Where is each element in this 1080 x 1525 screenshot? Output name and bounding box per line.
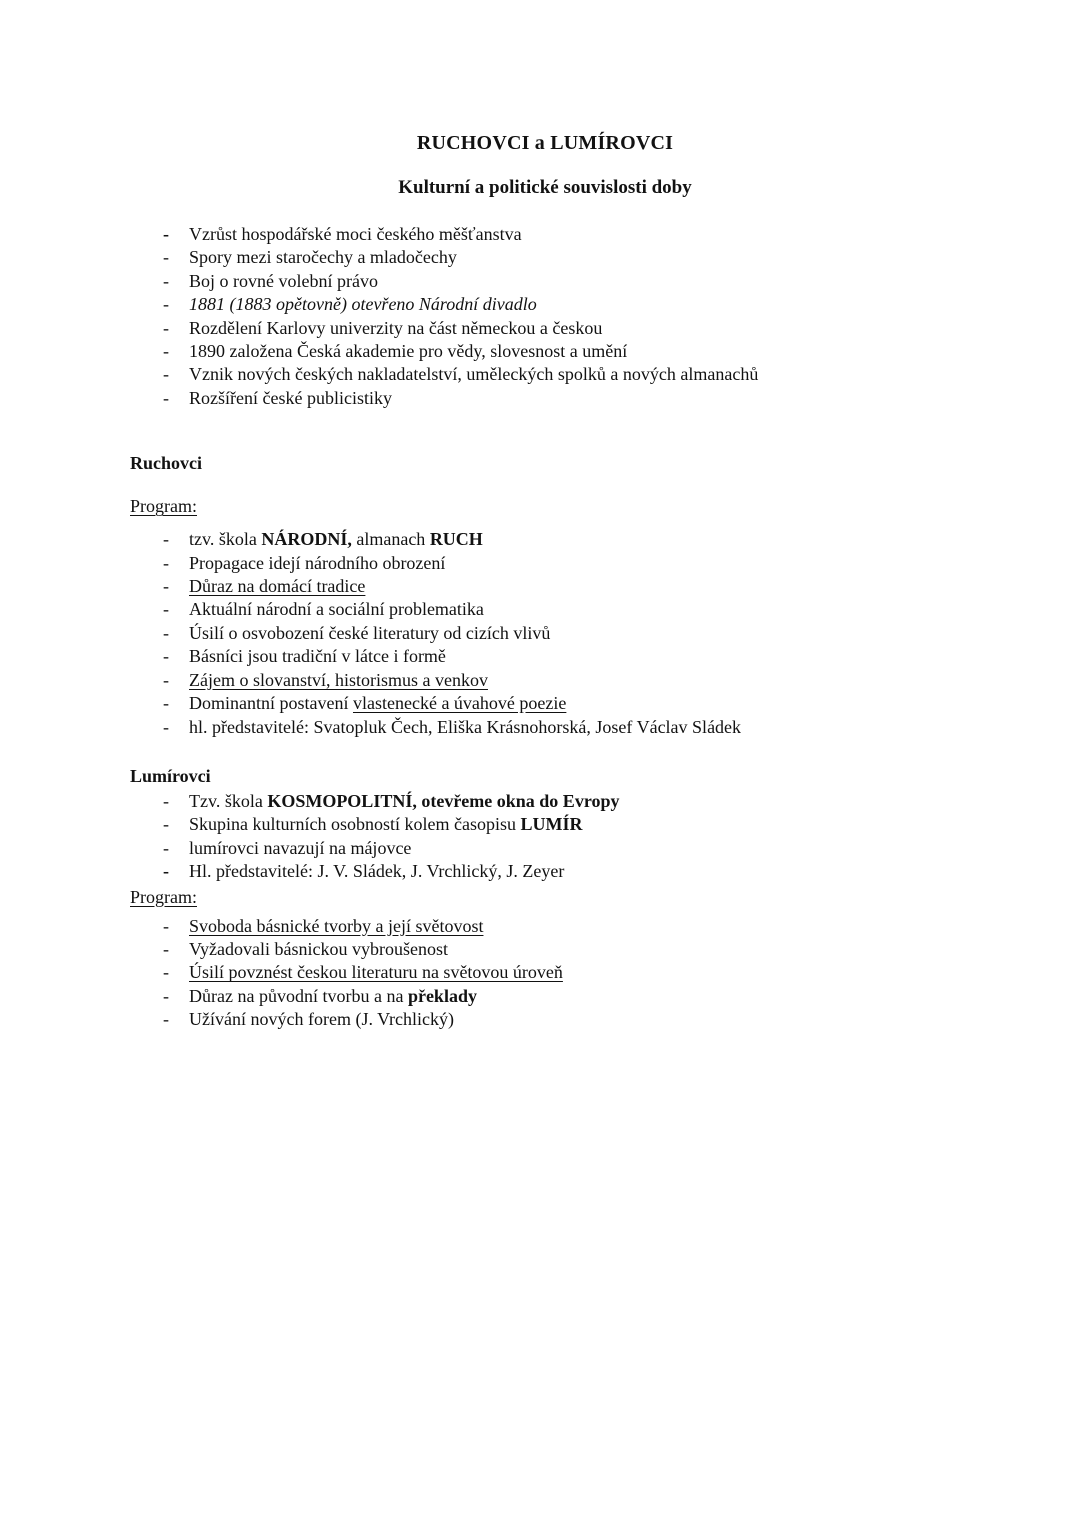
text-segment: Boj o rovné volební právo bbox=[189, 270, 378, 291]
list-item bbox=[130, 552, 960, 575]
text-segment: Tzv. škola bbox=[189, 790, 268, 811]
dash-bullet: - bbox=[163, 270, 169, 291]
list-item-text bbox=[189, 669, 488, 692]
dash-bullet: - bbox=[163, 693, 169, 714]
dash-bullet: - bbox=[163, 915, 169, 936]
dash-bullet: - bbox=[163, 552, 169, 573]
section-heading-ruchovci: Ruchovci bbox=[130, 453, 202, 474]
text-segment: 1890 založena Česká akademie pro vědy, slovesnost a umění bbox=[189, 341, 628, 362]
text-segment: almanach bbox=[351, 529, 430, 550]
list-item-text bbox=[189, 961, 563, 984]
list-item bbox=[130, 293, 960, 316]
list-item bbox=[130, 961, 960, 984]
ruchovci-program-list bbox=[130, 528, 960, 739]
list-item-text bbox=[189, 223, 522, 246]
text-segment: NÁRODNÍ, bbox=[261, 529, 352, 550]
text-segment: Vyžadovali básnickou vybroušenost bbox=[189, 938, 448, 959]
text-segment: Rozšíření české publicistiky bbox=[189, 387, 392, 408]
list-item-text bbox=[189, 317, 602, 340]
dash-bullet: - bbox=[163, 646, 169, 667]
list-item-text bbox=[189, 692, 566, 715]
list-item-text bbox=[189, 716, 741, 739]
text-segment: Úsilí o osvobození české literatury od cizích vlivů bbox=[189, 622, 551, 643]
text-segment: Aktuální národní a sociální problematika bbox=[189, 599, 484, 620]
text-segment: hl. představitelé: Svatopluk Čech, Eliška Krásnohorská, Josef Václav Sládek bbox=[189, 716, 742, 737]
list-item bbox=[130, 270, 960, 293]
dash-bullet: - bbox=[163, 1009, 169, 1030]
list-item-text bbox=[189, 985, 477, 1008]
list-item-text bbox=[189, 938, 448, 961]
document-subtitle: Kulturní a politické souvislosti doby bbox=[398, 177, 692, 198]
dash-bullet: - bbox=[163, 599, 169, 620]
list-item-text bbox=[189, 246, 457, 269]
text-segment: Užívání nových forem (J. Vrchlický) bbox=[189, 1009, 455, 1030]
dash-bullet: - bbox=[163, 716, 169, 737]
dash-bullet: - bbox=[163, 317, 169, 338]
text-segment: vlastenecké a úvahové poezie bbox=[352, 693, 567, 714]
text-segment: 1881 (1883 opětovně) otevřeno Národní divadlo bbox=[189, 294, 537, 315]
list-item bbox=[130, 985, 960, 1008]
list-item-text bbox=[189, 645, 446, 668]
dash-bullet: - bbox=[163, 387, 169, 408]
lumirovci-intro-list bbox=[130, 790, 960, 884]
text-segment: Rozdělení Karlovy univerzity na část německou a českou bbox=[189, 317, 603, 338]
dash-bullet: - bbox=[163, 341, 169, 362]
dash-bullet: - bbox=[163, 814, 169, 835]
dash-bullet: - bbox=[163, 576, 169, 597]
list-item bbox=[130, 246, 960, 269]
text-segment: Básníci jsou tradiční v látce i formě bbox=[189, 646, 446, 667]
document-title: RUCHOVCI a LUMÍROVCI bbox=[416, 132, 674, 154]
text-segment: Důraz na původní tvorbu a na bbox=[189, 985, 408, 1006]
list-item bbox=[130, 915, 960, 938]
dash-bullet: - bbox=[163, 622, 169, 643]
dash-bullet: - bbox=[163, 985, 169, 1006]
text-segment: překlady bbox=[407, 985, 477, 1006]
list-item bbox=[130, 645, 960, 668]
list-item-text bbox=[189, 387, 392, 410]
context-bullet-list bbox=[130, 223, 960, 410]
list-item bbox=[130, 622, 960, 645]
text-segment: Hl. představitelé: J. V. Sládek, J. Vrchlický, J. Zeyer bbox=[189, 861, 565, 882]
list-item bbox=[130, 1008, 960, 1031]
list-item-text bbox=[189, 363, 758, 386]
text-segment: Dominantní postavení bbox=[189, 693, 353, 714]
list-item bbox=[130, 340, 960, 363]
text-segment: Vzrůst hospodářské moci českého měšťanstva bbox=[189, 224, 522, 244]
list-item-text bbox=[189, 860, 564, 883]
dash-bullet: - bbox=[163, 938, 169, 959]
list-item bbox=[130, 575, 960, 598]
list-item bbox=[130, 716, 960, 739]
text-segment: lumírovci navazují na májovce bbox=[189, 837, 412, 858]
program-label-lumirovci: Program: bbox=[130, 886, 197, 907]
list-item bbox=[130, 860, 960, 883]
list-item-text bbox=[189, 598, 484, 621]
list-item-text bbox=[189, 813, 582, 836]
text-segment: Vznik nových českých nakladatelství, uměleckých spolků a nových almanachů bbox=[189, 364, 759, 385]
text-segment: RUCH bbox=[429, 529, 483, 550]
dash-bullet: - bbox=[163, 962, 169, 983]
dash-bullet: - bbox=[163, 294, 169, 315]
dash-bullet: - bbox=[163, 861, 169, 882]
list-item bbox=[130, 598, 960, 621]
list-item bbox=[130, 528, 960, 551]
dash-bullet: - bbox=[163, 669, 169, 690]
program-label-ruchovci: Program: bbox=[130, 496, 197, 517]
list-item bbox=[130, 387, 960, 410]
list-item bbox=[130, 669, 960, 692]
text-segment: Spory mezi staročechy a mladočechy bbox=[189, 247, 457, 268]
list-item bbox=[130, 223, 960, 246]
text-segment: Důraz na domácí tradice bbox=[189, 576, 366, 597]
section-heading-lumirovci: Lumírovci bbox=[130, 765, 211, 786]
list-item bbox=[130, 692, 960, 715]
lumirovci-program-list bbox=[130, 915, 960, 1032]
list-item bbox=[130, 363, 960, 386]
list-item bbox=[130, 813, 960, 836]
list-item-text bbox=[189, 340, 627, 363]
text-segment: KOSMOPOLITNÍ, otevřeme okna do Evropy bbox=[267, 790, 620, 811]
list-item-text bbox=[189, 915, 483, 938]
list-item-text bbox=[189, 790, 620, 813]
list-item-text bbox=[189, 837, 411, 860]
list-item bbox=[130, 317, 960, 340]
list-item bbox=[130, 837, 960, 860]
list-item-text bbox=[189, 528, 483, 551]
list-item-text bbox=[189, 575, 365, 598]
text-segment: Zájem o slovanství, historismus a venkov bbox=[189, 669, 488, 690]
dash-bullet: - bbox=[163, 364, 169, 385]
list-item-text bbox=[189, 1008, 454, 1031]
dash-bullet: - bbox=[163, 247, 169, 268]
text-segment: Skupina kulturních osobností kolem časopisu bbox=[189, 814, 521, 835]
dash-bullet: - bbox=[163, 529, 169, 550]
list-item-text bbox=[189, 293, 537, 316]
list-item bbox=[130, 938, 960, 961]
list-item bbox=[130, 790, 960, 813]
dash-bullet: - bbox=[163, 837, 169, 858]
text-segment: Propagace idejí národního obrození bbox=[189, 552, 446, 573]
dash-bullet: - bbox=[163, 790, 169, 811]
dash-bullet: - bbox=[163, 224, 169, 244]
text-segment: LUMÍR bbox=[520, 814, 583, 835]
list-item-text bbox=[189, 270, 378, 293]
list-item-text bbox=[189, 552, 445, 575]
text-segment: Úsilí povznést českou literaturu na světovou úroveň bbox=[189, 962, 563, 983]
list-item-text bbox=[189, 622, 550, 645]
text-segment: Svoboda básnické tvorby a její světovost bbox=[189, 915, 484, 936]
text-segment: tzv. škola bbox=[189, 529, 262, 550]
